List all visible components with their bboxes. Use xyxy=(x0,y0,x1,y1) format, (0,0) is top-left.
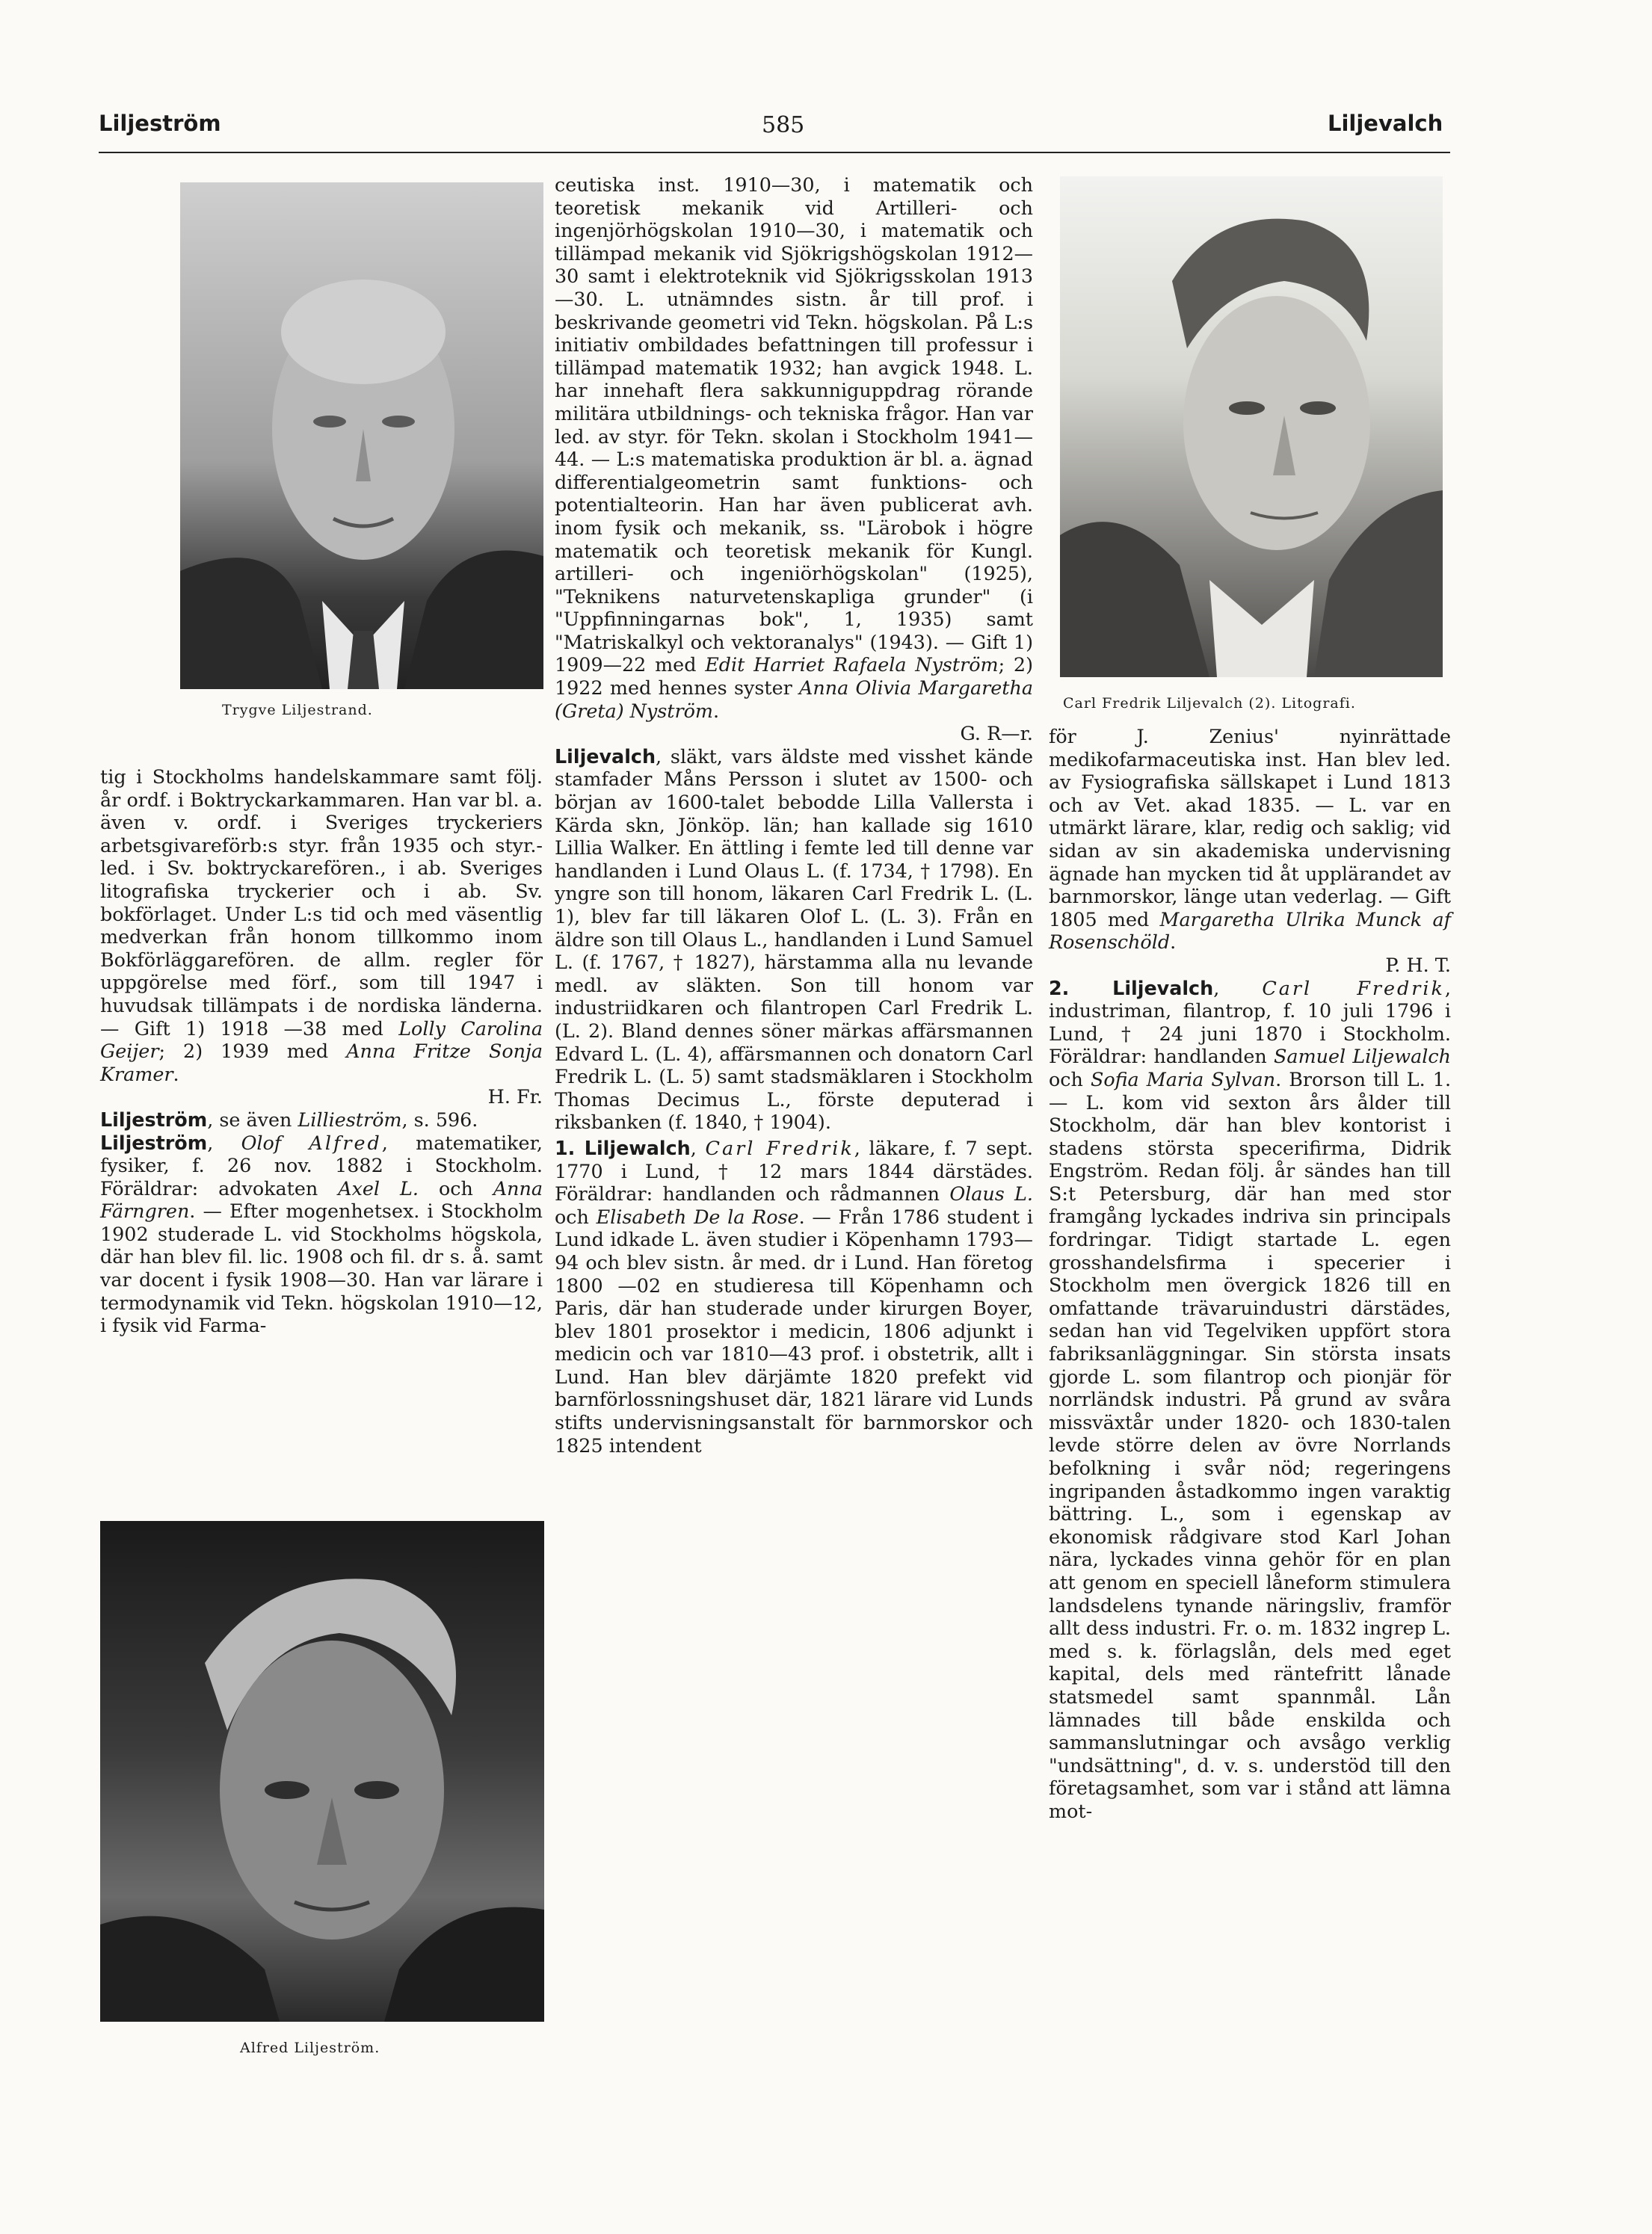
author-signature: G. R—r. xyxy=(960,722,1033,745)
portrait-trygve-liljestrand xyxy=(180,182,543,689)
caption-photo2: Carl Fredrik Liljevalch (2). Litografi. xyxy=(1063,695,1356,712)
entry-headword: Liljeström xyxy=(100,1131,208,1154)
column-1 xyxy=(100,765,543,1337)
entry-liljestrom-continued: ceutiska inst. 1910—30, i matematik och teoretisk mekanik vid Artilleri- och ingenjörhögskolan 1910—30, i matematik och tillämpad mekanik vid Sjökrigshögskolan 1912—30 samt i elektroteknik vid Sjökrigsskolan 1913—30. L. utnämndes sistn. år till prof. i beskrivande geometri vid Tekn. högskolan. På L:s initiativ ombildades befattningen till professur i tillämpad matematik 1932; han avgick 1948. L. har innehaft flera sakkunniguppdrag rörande militära utbildnings- och tekniska frågor. Han var led. av styr. för Tekn. skolan i Stockholm 1941—44. — L:s matematiska produktion är bl. a. ägnad differentialgeometrin samt funktions- och potentialteorin. Han har även publicerat avh. inom fysik och mekanik, ss. "Lärobok i högre matematik och teoretisk mekanik för Kungl. artilleri- och ingeniörhögskolan" (1925), "Teknikens naturvetenskapliga grunder" (i "Uppfinningarnas bok", 1, 1935) samt "Matriskalkyl och vektoranalys" (1943). — Gift 1) 1909—22 med Edit Harriet Rafaela Nyström; 2) 1922 med hennes syster Anna Olivia Margaretha (Greta) Nyström. xyxy=(555,173,1033,722)
entry-liljevalch-family: Liljevalch, släkt, vars äldste med visshet kände stamfader Måns Persson i slutet av 1500- och början av 1600-talet bebodde Lilla Vallersta i Kärda skn, Jönköp. län; han kallade sig 1610 Lillia Walker. En ättling i femte led till denne var handlanden i Lund Olaus L. (f. 1734, † 1798). En yngre son till honom, läkaren Carl Fredrik L. (L. 1), blev far till läkaren Olof L. (L. 3). Från en äldre son till Olaus L., handlanden i Lund Samuel L. (f. 1767, † 1827), härstamma alla nu levande medl. av släkten. Son till honom var industriidkaren och filantropen Carl Fredrik L. (L. 2). Bland dennes söner märkas affärsmannen Edvard L. (L. 4), affärsmannen och donatorn Carl Fredrik L. (L. 5) samt stadsmäklaren i Stockholm Thomas Decimus L., förste deputerad i riksbanken (f. 1840, † 1904). xyxy=(555,744,1033,1134)
running-header-left: Liljeström xyxy=(99,111,221,136)
entry-liljestrom-olof-alfred: Liljeström, Olof Alfred, matematiker, fysiker, f. 26 nov. 1882 i Stockholm. Föräldrar: advokaten Axel L. och Anna Färngren. — Efter mogenhetsex. i Stockholm 1902 studerade L. vid Stockholms högskola, där han blev fil. lic. 1908 och fil. dr s. å. samt var docent i fysik 1908—30. Han var lärare i termodynamik vid Tekn. högskolan 1910—12, i fysik vid Farma- xyxy=(100,1131,543,1337)
spouse-name: Edit Harriet Rafaela Nyström xyxy=(705,653,999,676)
entry-liljevalch-carl-fredrik-2: 2. Liljevalch, Carl Fredrik, industriman, filantrop, f. 10 juli 1796 i Lund, † 24 juni 1870 i Stockholm. Föräldrar: handlanden Samuel Liljewalch och Sofia Maria Sylvan. Brorson till L. 1. — L. kom vid sexton års ålder till Stockholm, där han blev kontorist i stadens största specerifirma, Didrik Engström. Redan följ. år sändes han till S:t Petersburg, där han med stor framgång lyckades indriva sin principals fordringar. Tidigt startade L. egen grosshandelsfirma i specerier i Stockholm men övergick 1826 till en omfattande trävaruindustri därstädes, sedan han vid Tegelviken uppfört stora fabriksanläggningar. Sin största insats gjorde L. som filantrop och pionjär för norrländsk industri. På grund av svåra missväxtår under 1820- och 1830-talen levde större delen av övre Norrlands befolkning i svår nöd; regeringens ingripanden åstadkommo ingen varaktig bättring. L., som i egenskap av ekonomisk rådgivare stod Karl Johan nära, lyckades vinna gehör för en plan att genom en speciell låneform stimulera landsdelens tynande näringsliv, framför allt dess industri. Fr. o. m. 1832 ingrep L. med s. k. förlagslån, dels med eget kapital, dels med räntefritt lånade statsmedel samt spannmål. Lån lämnades till både enskilda och sammanslutningar och avsågo verklig "undsättning", d. v. s. understöd till den företagsamhet, som var i stånd att lämna mot- xyxy=(1049,976,1452,1822)
entry-liljewalch-carl-fredrik-1: 1. Liljewalch, Carl Fredrik, läkare, f. 7 sept. 1770 i Lund, † 12 mars 1844 därstädes. Föräldrar: handlanden och rådmannen Olaus L. och Elisabeth De la Rose. — Från 1786 student i Lund idkade L. även studier i Köpenhamn 1793—94 och blev sistn. år med. dr i Lund. Han företog 1800 —02 en studieresa till Köpenhamn och Paris, där han studerade under kirurgen Boyer, blev 1801 prosektor i medicin, 1806 adjunkt i medicin och var 1810—43 prof. i obstetrik, allt i Lund. Han blev därjämte 1820 prefekt vid barnförlossningshuset där, 1821 lärare vid Lunds stifts undervisningsanstalt för barnmorskor och 1825 intendent xyxy=(555,1136,1034,1457)
entry-liljewalch-1-continued: för J. Zenius' nyinrättade medikofarmaceutiska inst. Han blev led. av Fysiografiska sällskapet i Lund 1813 och av Vet. akad 1835. — L. var en utmärkt lärare, klar, redig och saklig; vid sidan av sin akademiska undervisning ägnade han mycken tid åt upplärandet av barnmorskor, länge utan vederlag. — Gift 1805 med Margaretha Ulrika Munck af Rosenschöld. xyxy=(1049,725,1451,954)
entry-headword: Liljeström xyxy=(100,1108,208,1131)
header-rule xyxy=(99,152,1450,153)
column-2 xyxy=(555,173,1033,1457)
spouse-name: Margaretha Ulrika Munck af Rosenschöld xyxy=(1049,907,1451,954)
entry-headword: Liljewalch xyxy=(584,1136,691,1159)
portrait-carl-fredrik-liljevalch xyxy=(1060,176,1443,677)
author-signature: H. Fr. xyxy=(487,1085,543,1108)
cross-reference: Lillieström xyxy=(298,1108,402,1131)
page-number: 585 xyxy=(762,112,805,138)
entry-liljestrand-continued: tig i Stockholms handelskammare samt följ. år ordf. i Boktryckarkammaren. Han var bl. a. även v. ordf. i Sveriges tryckeriers arbetsgivareförb:s styr. från 1935 och styr.-led. i Sv. boktryckarefören., i ab. Sveriges litografiska tryckerier och i ab. Sv. bokförlaget. Under L:s tid och med väsentlig medverkan från honom tillkommo inom Bokförläggarefören. de allm. regler för uppgörelse med förf., som till 1947 i huvudsak tillämpats i de nordiska länderna. — Gift 1) 1918 —38 med Lolly Carolina Geijer; 2) 1939 med Anna Fritze Sonja Kramer. xyxy=(100,765,543,1085)
entry-headword: Liljevalch xyxy=(555,744,656,768)
author-signature: P. H. T. xyxy=(1385,953,1451,976)
entry-liljestrom-crossref: Liljeström, se även Lillieström, s. 596. xyxy=(100,1108,478,1131)
spouse-name: Lolly Carolina Geijer xyxy=(100,1016,543,1063)
entry-headword: Liljevalch xyxy=(1112,976,1214,999)
spouse-name: Anna Fritze Sonja Kramer xyxy=(100,1040,543,1085)
running-header-right: Liljevalch xyxy=(1328,111,1443,136)
caption-photo1: Trygve Liljestrand. xyxy=(222,702,373,718)
portrait-alfred-liljestrom xyxy=(100,1521,544,2022)
column-3 xyxy=(1049,725,1451,1823)
spouse-name: Anna Olivia Margaretha (Greta) Nyström xyxy=(555,676,1033,722)
caption-photo3: Alfred Liljeström. xyxy=(240,2040,380,2056)
